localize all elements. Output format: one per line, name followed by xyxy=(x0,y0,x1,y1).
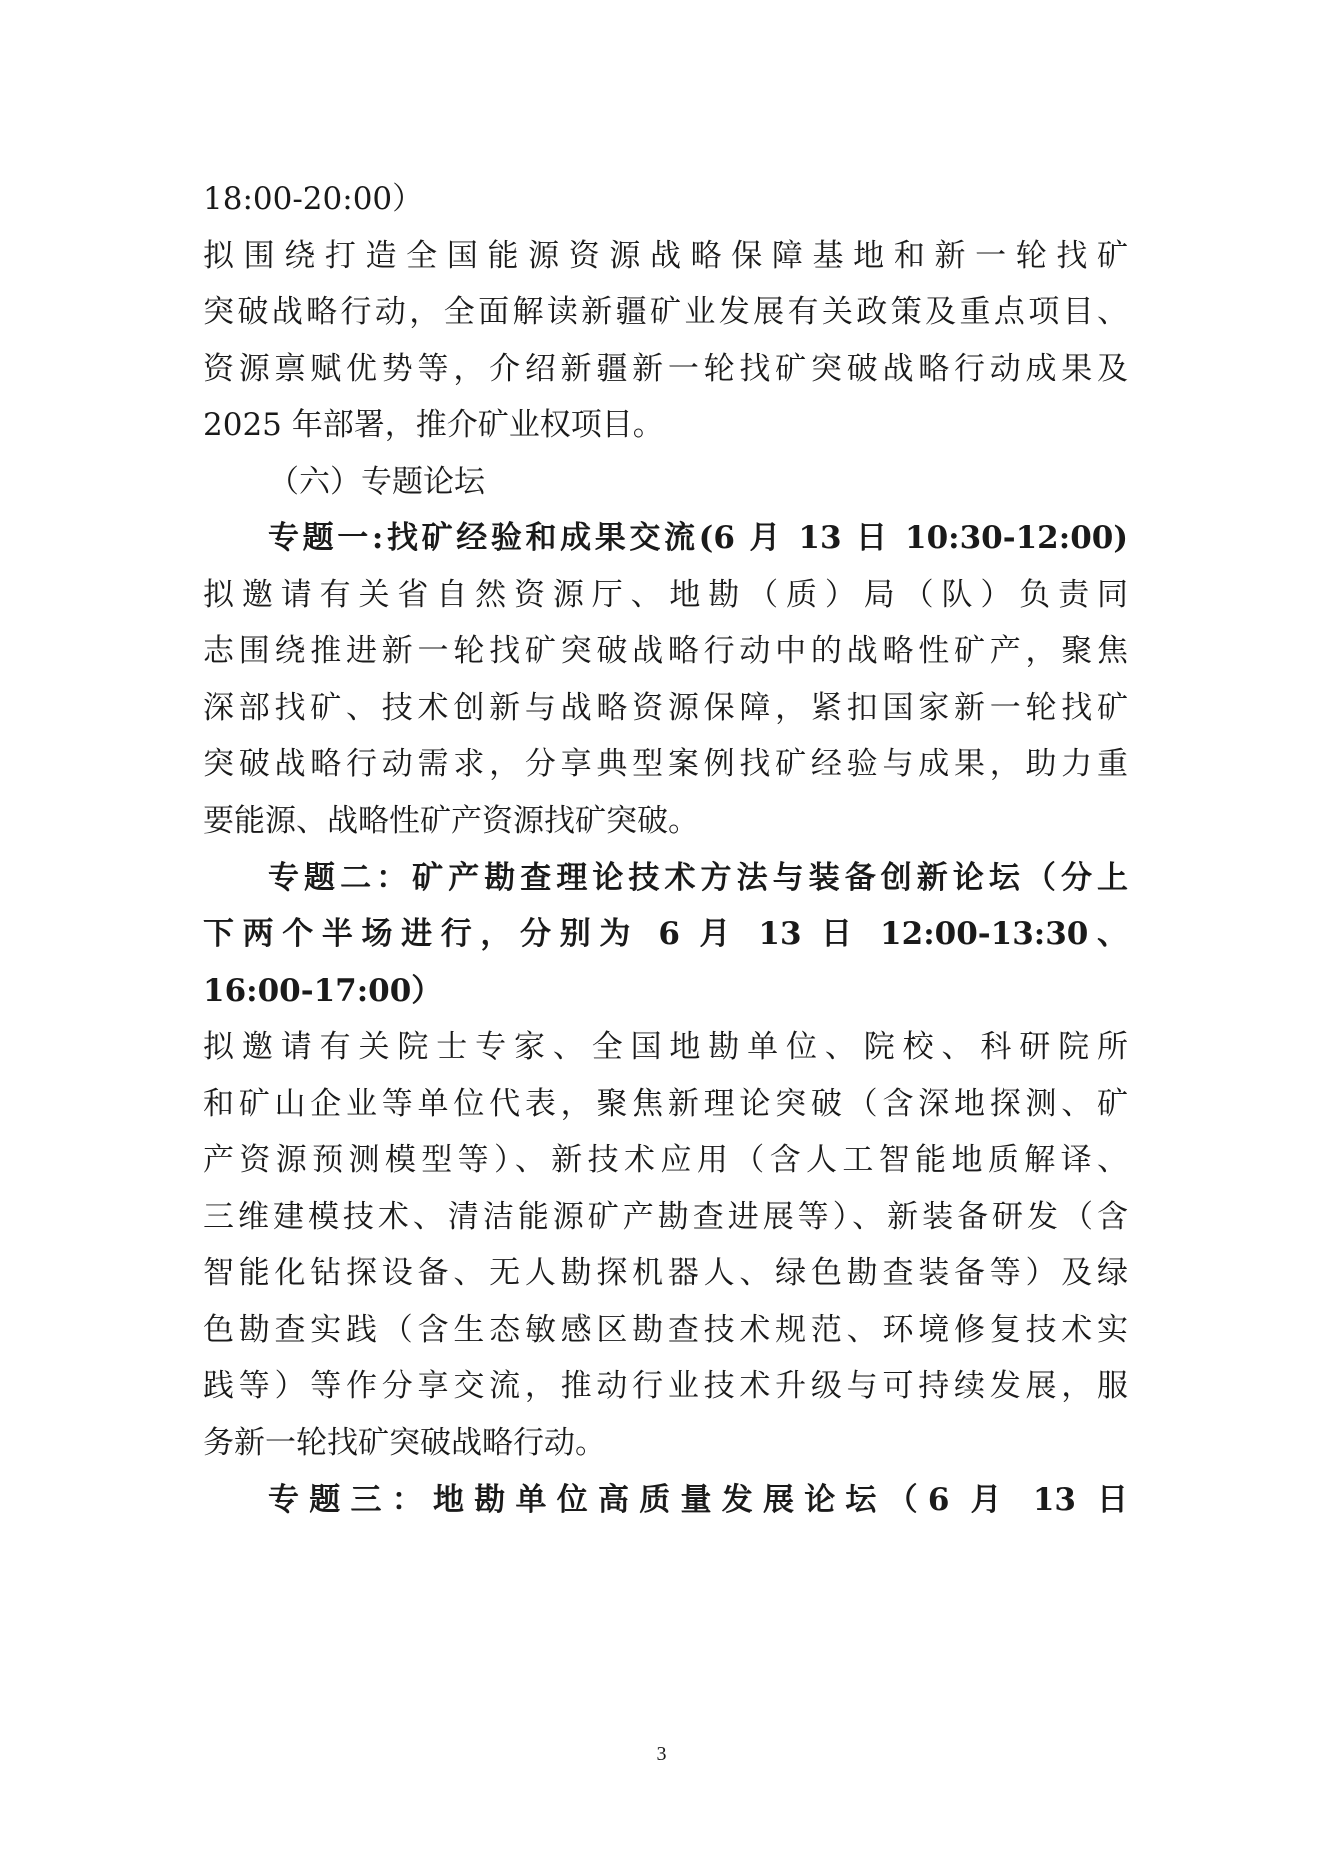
paragraph-line: 拟邀请有关院士专家、全国地勘单位、院校、科研院所 xyxy=(203,1029,1128,1065)
paragraph-line: 产资源预测模型等）、新技术应用（含人工智能地质解译、 xyxy=(203,1142,1128,1178)
section-heading: （六）专题论坛 xyxy=(268,464,485,500)
topic-heading: 专题三：地勘单位高质量发展论坛（6 月 13 日 xyxy=(268,1482,1128,1518)
paragraph-line: 三维建模技术、清洁能源矿产勘查进展等）、新装备研发（含 xyxy=(203,1199,1128,1235)
paragraph-line: 智能化钻探设备、无人勘探机器人、绿色勘查装备等）及绿 xyxy=(203,1255,1128,1291)
topic-heading: 下两个半场进行，分别为 6 月 13 日 12:00-13:30、 xyxy=(203,916,1128,952)
paragraph-line: 务新一轮找矿突破战略行动。 xyxy=(203,1425,606,1461)
paragraph-line: 资源禀赋优势等，介绍新疆新一轮找矿突破战略行动成果及 xyxy=(203,351,1128,387)
paragraph-line: 2025 年部署，推介矿业权项目。 xyxy=(203,407,664,443)
paragraph-line: 拟邀请有关省自然资源厅、地勘（质）局（队）负责同 xyxy=(203,577,1128,613)
paragraph-line: 践等）等作分享交流，推动行业技术升级与可持续发展，服 xyxy=(203,1368,1128,1404)
topic-heading: 16:00-17:00） xyxy=(203,973,443,1009)
topic-heading: 专题一:找矿经验和成果交流(6 月 13 日 10:30-12:00) xyxy=(268,520,1128,556)
paragraph-line: 和矿山企业等单位代表，聚焦新理论突破（含深地探测、矿 xyxy=(203,1086,1128,1122)
paragraph-line: 色勘查实践（含生态敏感区勘查技术规范、环境修复技术实 xyxy=(203,1312,1128,1348)
paragraph-line: 突破战略行动，全面解读新疆矿业发展有关政策及重点项目、 xyxy=(203,294,1128,330)
paragraph-line: 拟围绕打造全国能源资源战略保障基地和新一轮找矿 xyxy=(203,238,1128,274)
paragraph-line: 要能源、战略性矿产资源找矿突破。 xyxy=(203,803,699,839)
topic-heading: 专题二：矿产勘查理论技术方法与装备创新论坛（分上 xyxy=(268,860,1128,896)
paragraph-line: 深部找矿、技术创新与战略资源保障，紧扣国家新一轮找矿 xyxy=(203,690,1128,726)
paragraph-line: 突破战略行动需求，分享典型案例找矿经验与成果，助力重 xyxy=(203,746,1128,782)
paragraph-line: 志围绕推进新一轮找矿突破战略行动中的战略性矿产，聚焦 xyxy=(203,633,1128,669)
time-range-line: 18:00-20:00） xyxy=(203,181,424,217)
page-number: 3 xyxy=(656,1743,667,1765)
